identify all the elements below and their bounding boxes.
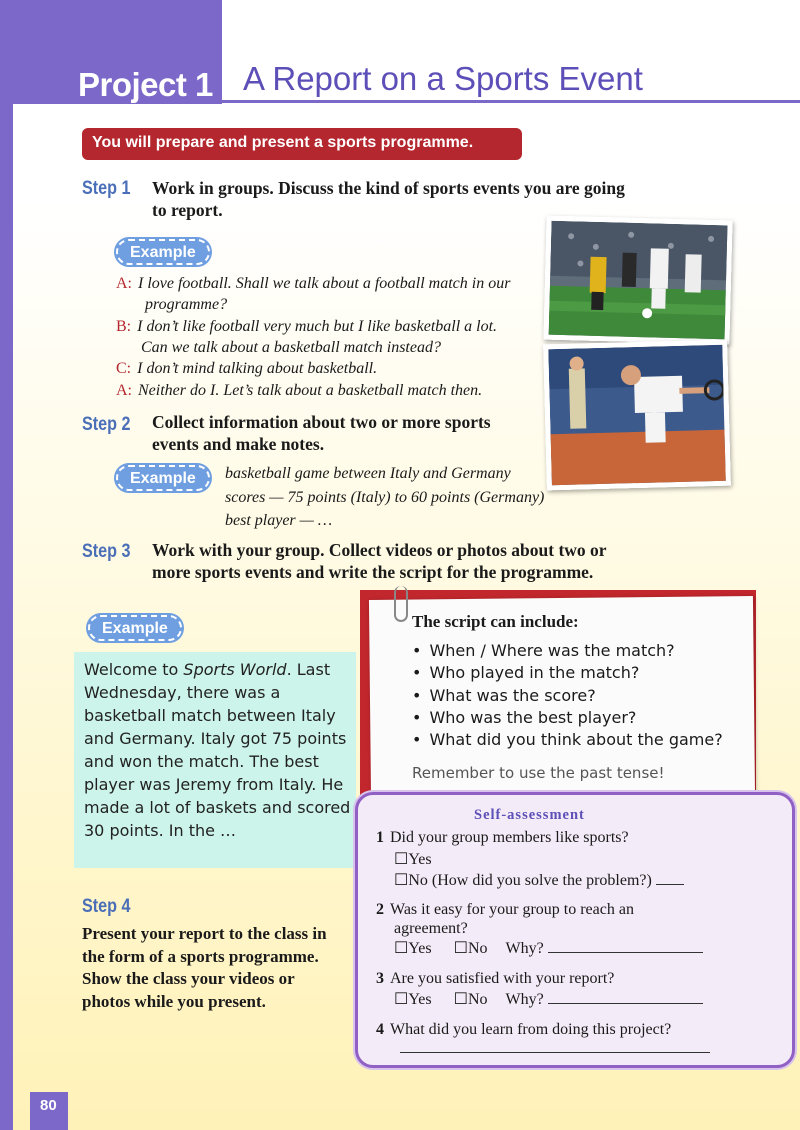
q2-yes-checkbox[interactable]: ☐Yes bbox=[394, 940, 432, 957]
dialogue-b: B: I don’t like football very much but I like basketball a lot. bbox=[116, 318, 498, 335]
example-badge-2: Example bbox=[116, 465, 210, 491]
question-1: 1 Did your group members like sports? bbox=[376, 829, 629, 846]
football-match-photo bbox=[543, 216, 732, 345]
paperclip-icon bbox=[394, 586, 408, 622]
list-item: • Who played in the match? bbox=[412, 662, 723, 684]
left-margin-strip bbox=[0, 104, 13, 1130]
q2-why-field[interactable] bbox=[548, 939, 703, 953]
q2-options bbox=[394, 938, 703, 959]
q2-no-checkbox[interactable]: ☐No bbox=[453, 940, 488, 957]
step-1-label: Step 1 bbox=[82, 178, 131, 199]
q3-no-checkbox[interactable]: ☐No bbox=[453, 991, 488, 1008]
dialogue-a1-cont: programme? bbox=[145, 296, 228, 313]
q3-why-field[interactable] bbox=[548, 990, 703, 1004]
notes-line: basketball game between Italy and Germany bbox=[225, 465, 511, 482]
past-tense-reminder: Remember to use the past tense! bbox=[412, 764, 665, 782]
example-badge-3: Example bbox=[88, 615, 182, 641]
step-1-text: Work in groups. Discuss the kind of sports events you are going to report. bbox=[152, 178, 625, 220]
script-example-box: Welcome to Sports World. Last Wednesday, there was a basketball match between Italy and Germany. Italy got 75 points and won the match. The best player was Jeremy from Italy. He made a lot of baskets and scored 30 points. In the … bbox=[74, 652, 356, 868]
q1-yes-checkbox[interactable]: ☐Yes bbox=[394, 851, 432, 868]
tennis-player-photo bbox=[543, 340, 731, 491]
self-assessment-title: Self-assessment bbox=[474, 807, 585, 823]
q1-no-checkbox[interactable]: ☐No (How did you solve the problem?) bbox=[394, 870, 684, 891]
list-item: • What was the score? bbox=[412, 685, 723, 707]
notes-line: scores — 75 points (Italy) to 60 points (Germany) bbox=[225, 488, 545, 506]
dialogue-a1: A: I love football. Shall we talk about a football match in our bbox=[116, 275, 511, 292]
page-number: 80 bbox=[30, 1092, 68, 1130]
step-4-label: Step 4 bbox=[82, 896, 131, 917]
question-2: 2 Was it easy for your group to reach an bbox=[376, 901, 634, 918]
q4-answer-field[interactable] bbox=[400, 1038, 710, 1059]
q3-yes-checkbox[interactable]: ☐Yes bbox=[394, 991, 432, 1008]
script-card-heading: The script can include: bbox=[412, 612, 579, 631]
q2-why-label: Why? bbox=[505, 940, 544, 957]
step-2-label: Step 2 bbox=[82, 414, 131, 435]
list-item: • When / Where was the match? bbox=[412, 640, 723, 662]
script-items-list bbox=[412, 640, 723, 751]
title-underline bbox=[222, 100, 800, 103]
project-label: Project 1 bbox=[78, 66, 213, 103]
step-2-text: Collect information about two or more sports events and make notes. bbox=[152, 412, 491, 454]
list-item: • Who was the best player? bbox=[412, 707, 723, 729]
list-item: • What did you think about the game? bbox=[412, 729, 723, 751]
step-3-text: Work with your group. Collect videos or photos about two or more sports events and write the script for the programme. bbox=[152, 540, 607, 582]
step-4-text: Present your report to the class in the form of a sports programme. Show the class your videos or photos while you present. bbox=[82, 924, 327, 1011]
task-banner: You will prepare and present a sports programme. bbox=[82, 128, 522, 160]
example-badge-1: Example bbox=[116, 239, 210, 265]
notes-line: best player — … bbox=[225, 512, 333, 529]
notes-example bbox=[225, 462, 544, 533]
dialogue-a2: A: Neither do I. Let’s talk about a basketball match then. bbox=[116, 382, 483, 399]
step-3-label: Step 3 bbox=[82, 541, 131, 562]
question-3: 3 Are you satisfied with your report? bbox=[376, 970, 615, 987]
page-title: A Report on a Sports Event bbox=[243, 60, 643, 97]
question-4: 4 What did you learn from doing this project? bbox=[376, 1021, 672, 1038]
dialogue-b-cont: Can we talk about a basketball match instead? bbox=[141, 339, 441, 356]
question-2-cont: agreement? bbox=[394, 920, 468, 937]
q3-options bbox=[394, 989, 703, 1010]
dialogue-c: C: I don’t mind talking about basketball. bbox=[116, 360, 378, 377]
q3-why-label: Why? bbox=[505, 991, 544, 1008]
